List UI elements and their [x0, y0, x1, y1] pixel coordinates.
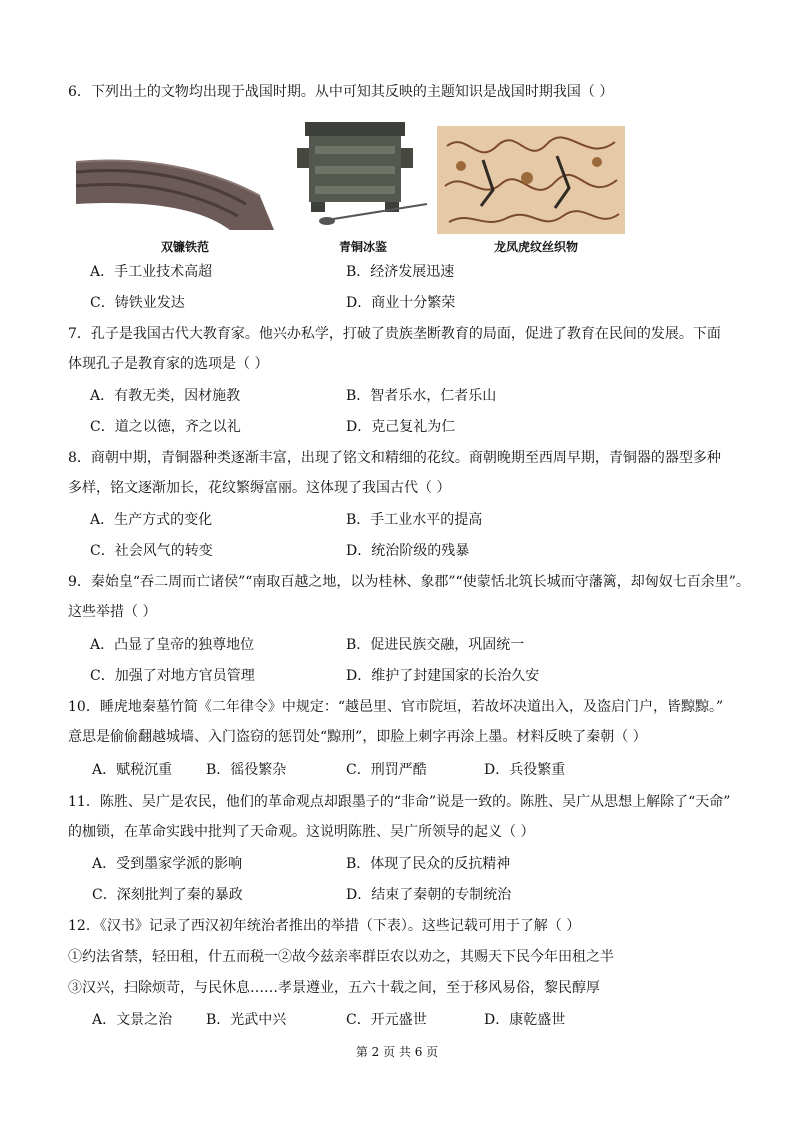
iron-mold-image — [70, 138, 280, 234]
option-b[interactable]: B．手工业水平的提高 — [346, 512, 483, 528]
question-8-stem: 多样，铭文逐渐加长，花纹繁缛富丽。这体现了我国古代（ ） — [68, 480, 451, 496]
option-a[interactable]: A．有教无类，因材施教 — [90, 388, 241, 404]
option-b[interactable]: B．智者乐水，仁者乐山 — [346, 388, 497, 404]
option-b[interactable]: B．光武中兴 — [206, 1012, 287, 1028]
question-10-stem: 10．睡虎地秦墓竹简《二年律令》中规定：“越邑里、官市院垣，若故坏决道出入，及盗启门户，皆黥黥。” — [68, 699, 724, 715]
option-d[interactable]: D．统治阶级的残暴 — [346, 543, 470, 559]
question-7-stem: 体现孔子是教育家的选项是（ ） — [68, 356, 269, 372]
option-d[interactable]: D．克己复礼为仁 — [346, 419, 456, 435]
option-a[interactable]: A．凸显了皇帝的独尊地位 — [90, 637, 255, 653]
page-footer: 第 2 页 共 6 页 — [355, 1045, 439, 1059]
option-c[interactable]: C．深刻批判了秦的暴政 — [92, 887, 243, 903]
option-b[interactable]: B．体现了民众的反抗精神 — [346, 856, 511, 872]
option-a[interactable]: A．受到墨家学派的影响 — [92, 856, 243, 872]
option-d[interactable]: D．兵役繁重 — [484, 762, 566, 778]
bronze-ice-box-image — [287, 116, 433, 234]
question-11-stem: 11．陈胜、吴广是农民，他们的革命观点却跟墨子的“非命”说是一致的。陈胜、吴广从思想上解除了“天命” — [68, 794, 731, 810]
option-a[interactable]: A．手工业技术高超 — [90, 264, 213, 280]
option-c[interactable]: C．道之以德，齐之以礼 — [90, 419, 241, 435]
question-6-stem: 6．下列出土的文物均出现于战国时期。从中可知其反映的主题知识是战国时期我国（ ） — [68, 84, 614, 100]
dragon-phoenix-silk-image — [437, 126, 625, 234]
question-11-stem: 的枷锁，在革命实践中批判了天命观。这说明陈胜、吴广所领导的起义（ ） — [68, 824, 535, 840]
option-d[interactable]: D．结束了秦朝的专制统治 — [346, 887, 512, 903]
option-c[interactable]: C．刑罚严酷 — [346, 762, 427, 778]
question-9-stem: 这些举措（ ） — [68, 604, 157, 620]
image-caption: 双镰铁范 — [160, 240, 209, 254]
option-c[interactable]: C．开元盛世 — [346, 1012, 427, 1028]
option-d[interactable]: D．维护了封建国家的长治久安 — [346, 668, 540, 684]
option-b[interactable]: B．经济发展迅速 — [346, 264, 455, 280]
option-a[interactable]: A．生产方式的变化 — [90, 512, 213, 528]
option-a[interactable]: A．赋税沉重 — [92, 762, 173, 778]
question-10-stem: 意思是偷偷翻越城墙、入门盗窃的惩罚处“黥刑”，即脸上刺字再涂上墨。材料反映了秦朝（ ） — [68, 729, 647, 745]
option-a[interactable]: A．文景之治 — [92, 1012, 173, 1028]
question-9-stem: 9．秦始皇“吞二周而亡诸侯”“南取百越之地，以为桂林、象郡”“使蒙恬北筑长城而守藩篱，却匈奴七百余里”。 — [68, 574, 750, 590]
option-c[interactable]: C．社会风气的转变 — [90, 543, 213, 559]
question-12-quote: ①约法省禁，轻田租，什五而税一②故今兹亲率群臣农以劝之，其赐天下民今年田租之半 — [68, 949, 614, 965]
question-12-quote: ③汉兴，扫除烦苛，与民休息……孝景遵业，五六十载之间，至于移风易俗，黎民醇厚 — [68, 980, 600, 996]
option-b[interactable]: B．促进民族交融，巩固统一 — [346, 637, 525, 653]
image-caption: 青铜冰鉴 — [338, 240, 387, 254]
option-d[interactable]: D．商业十分繁荣 — [346, 295, 456, 311]
image-caption: 龙凤虎纹丝织物 — [493, 240, 578, 254]
option-d[interactable]: D．康乾盛世 — [484, 1012, 566, 1028]
question-7-stem: 7．孔子是我国古代大教育家。他兴办私学，打破了贵族垄断教育的局面，促进了教育在民间的发展。下面 — [68, 326, 721, 342]
option-c[interactable]: C．加强了对地方官员管理 — [90, 668, 255, 684]
option-c[interactable]: C．铸铁业发达 — [90, 295, 185, 311]
question-12-stem: 12．《汉书》记录了西汉初年统治者推出的举措（下表）。这些记载可用于了解（ ） — [68, 918, 581, 934]
question-8-stem: 8．商朝中期，青铜器种类逐渐丰富，出现了铭文和精细的花纹。商朝晚期至西周早期，青铜器的器型多种 — [68, 450, 721, 466]
option-b[interactable]: B．徭役繁杂 — [206, 762, 287, 778]
